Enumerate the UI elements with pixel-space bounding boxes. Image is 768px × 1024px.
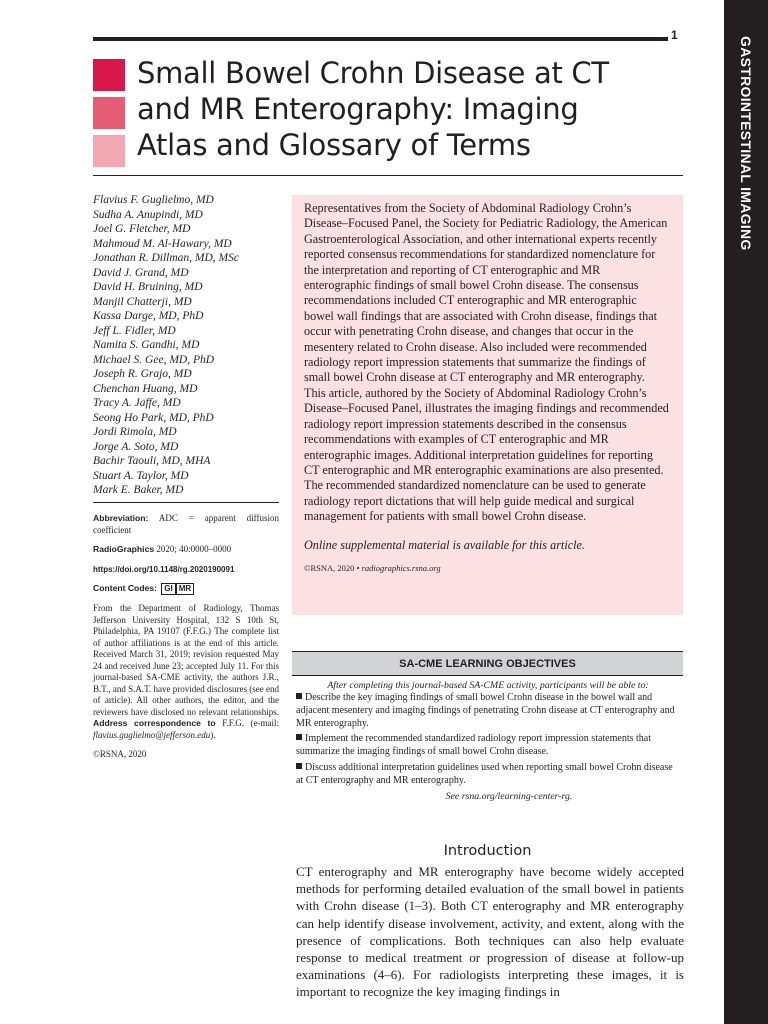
title-line-3: Atlas and Glossary of Terms <box>137 128 531 162</box>
title-line-2: and MR Enterography: Imaging <box>137 92 579 126</box>
doi-line <box>93 564 279 576</box>
section-label: GASTROINTESTINAL IMAGING <box>738 36 754 251</box>
author: Seong Ho Park, MD, PhD <box>93 411 214 424</box>
cme-objective <box>296 733 682 759</box>
journal-text: 2020; 40:0000–0000 <box>156 544 232 554</box>
author: Jorge A. Soto, MD <box>93 440 179 453</box>
abstract-text: Representatives from the Society of Abdominal Radiology Crohn’s Disease–Focused Panel, the Society for Pediatric Radiology, the American Gastroenterological Association, and other international experts recently reported consensus recommendations for standardized nomenclature for the interpretation and reporting of CT enterographic and MR enterographic findings of small bowel Crohn disease. The consensus recommendations included CT enterographic and MR enterographic bowel wall findings that are associated with Crohn disease, findings that occur with penetrating Crohn disease, and changes that occur in the mesentery related to Crohn disease. Also included were recommended radiology report impression statements that summarize the findings of small bowel Crohn disease at CT enterography and MR enterography. This article, authored by the Society of Abdominal Radiology Crohn’s Disease–Focused Panel, illustrates the imaging findings and recommended radiology report impression statements described in the consensus recommendations with examples of CT enterographic and MR enterographic images. Additional interpretation guidelines for reporting CT enterographic and MR enterographic examinations are also presented. The recommended standardized nomenclature can be used to generate radiology report dictations that will help guide medical and surgical management for patients with small bowel Crohn disease. <box>304 201 669 524</box>
journal-citation <box>93 544 279 556</box>
square-bullet-icon <box>296 693 302 699</box>
author: Sudha A. Anupindi, MD <box>93 208 203 221</box>
title-square-2 <box>93 97 125 129</box>
introduction-heading: Introduction <box>443 843 532 859</box>
cme-objective-text: Discuss additional interpretation guidelines used when reporting small bowel Crohn disease at CT enterography and MR enterography. <box>296 761 673 786</box>
author: Michael S. Gee, MD, PhD <box>93 353 215 366</box>
article-title <box>137 55 672 163</box>
cme-intro: After completing this journal-based SA-CME activity, participants will be able to: <box>327 680 649 691</box>
content-code-badge: GI <box>161 583 175 595</box>
correspondence-email[interactable]: flavius.guglielmo@jefferson.edu <box>93 729 211 740</box>
author: Joel G. Fletcher, MD <box>93 223 191 235</box>
affiliation-note <box>93 603 279 741</box>
author: Tracy A. Jaffe, MD <box>93 397 181 409</box>
correspondence-close: ). <box>210 729 216 740</box>
introduction-text: CT enterography and MR enterography have become widely accepted methods for performing detailed evaluation of the small bowel in patients with Crohn disease (1–3). Both CT enterography and MR enterography can help identify disease involvement, activity, and extent, along with the presence of complications. Both techniques can also help evaluate response to medical treatment or progression of disease at follow-up examinations (4–6). For radiologists interpreting these images, it is important to recognize the key imaging findings in <box>296 864 684 1000</box>
author: Mark E. Baker, MD <box>93 484 184 496</box>
abbreviation-text: ADC = apparent diffusion coefficient <box>93 513 279 535</box>
content-code-badge: MR <box>176 583 194 595</box>
correspondence-text: F.F.G. (e-mail: <box>222 718 280 728</box>
abstract-copyright <box>304 563 669 573</box>
square-bullet-icon <box>296 734 302 740</box>
content-codes-label: Content Codes: <box>93 583 157 593</box>
author: David J. Grand, MD <box>93 266 189 279</box>
supplemental-note: Online supplemental material is available for this article. <box>304 537 585 552</box>
author-list <box>93 193 283 498</box>
author: Namita S. Gandhi, MD <box>93 339 200 351</box>
author: Stuart A. Taylor, MD <box>93 469 189 482</box>
cme-heading: SA-CME LEARNING OBJECTIVES <box>292 651 683 675</box>
meta-copyright: ©RSNA, 2020 <box>93 749 147 759</box>
page-number: 1 <box>671 28 678 42</box>
abstract-box <box>292 195 683 615</box>
square-bullet-icon <box>296 763 302 769</box>
journal-label: RadioGraphics <box>93 544 155 554</box>
author: Chenchan Huang, MD <box>93 382 198 395</box>
author: Mahmoud M. Al-Hawary, MD <box>93 237 232 250</box>
author: Jonathan R. Dillman, MD, MSc <box>93 252 239 264</box>
correspondence-label: Address correspondence to <box>93 718 216 728</box>
title-line-1: Small Bowel Crohn Disease at CT <box>137 56 609 90</box>
author: Bachir Taouli, MD, MHA <box>93 455 211 467</box>
affiliation-text: From the Department of Radiology, Thomas Jefferson University Hospital, 132 S 10th St, Philadelphia, PA 19107 (F.F.G.) The complete list of author affiliations is at the end of this article. Received March 31, 2019; revision requested May 24 and received June 23; accepted July 11. For this journal-based SA-CME activity, the authors J.R., B.T., and S.A.T. have provided disclosures (see end of article). All other authors, the editor, and the reviewers have disclosed no relevant relationships. <box>93 603 279 717</box>
author: Flavius F. Guglielmo, MD <box>93 194 214 206</box>
author: Jordi Rimola, MD <box>93 426 177 438</box>
doi-link[interactable]: https://doi.org/10.1148/rg.2020190091 <box>93 564 235 574</box>
author: Kassa Darge, MD, PhD <box>93 310 204 322</box>
cme-objective-text: Implement the recommended standardized radiology report impression statements that summarize the imaging findings of small bowel Crohn disease. <box>296 733 652 758</box>
abbreviation-note <box>93 513 279 536</box>
abstract-copyright-text: ©RSNA, 2020 • <box>304 562 360 573</box>
content-codes <box>93 583 279 595</box>
title-rule <box>93 175 683 176</box>
title-square-1 <box>93 59 125 91</box>
cme-see-link[interactable]: See rsna.org/learning-center-rg. <box>445 790 573 802</box>
journal-website-link[interactable]: radiographics.rsna.org <box>361 562 441 573</box>
cme-objective-text: Describe the key imaging findings of small bowel Crohn disease in the bowel wall and adjacent mesentery and imaging findings of penetrating Crohn disease at CT enterography and MR enterography. <box>296 692 675 729</box>
author: Manjil Chatterji, MD <box>93 295 192 308</box>
top-rule <box>93 37 668 41</box>
title-color-squares <box>93 59 125 173</box>
cme-rule <box>292 675 683 676</box>
author: David H. Bruining, MD <box>93 281 203 293</box>
cme-objectives <box>296 692 682 803</box>
author: Joseph R. Grajo, MD <box>93 368 192 380</box>
article-meta <box>93 513 279 769</box>
cme-objective <box>296 762 682 788</box>
title-square-3 <box>93 135 125 167</box>
author: Jeff L. Fidler, MD <box>93 324 176 337</box>
abbreviation-label: Abbreviation: <box>93 513 149 523</box>
cme-objective <box>296 692 682 730</box>
authors-rule <box>93 502 279 503</box>
